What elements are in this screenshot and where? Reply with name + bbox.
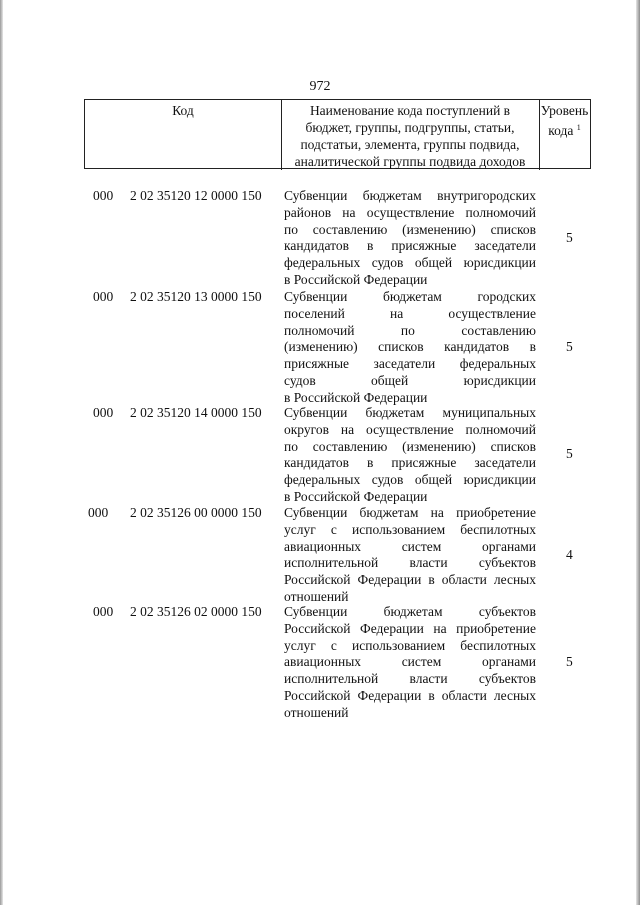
header-name-line: подстатьи, элемента, группы подвида, xyxy=(300,137,520,152)
row-admin-code: 000 xyxy=(93,604,114,619)
row-income-code: 2 02 35120 12 0000 150 xyxy=(130,188,262,203)
header-name-line: Наименование кода поступлений в xyxy=(309,103,511,118)
row-name-line: по составлению (изменению) списков xyxy=(284,221,536,237)
row-name-line: исполнительной власти субъектов xyxy=(284,671,536,687)
header-level-line2 xyxy=(539,119,590,139)
row-name-line: в Российской Федерации xyxy=(284,488,428,504)
row-name xyxy=(284,289,536,407)
row-level: 5 xyxy=(566,339,573,354)
row-name-line: федеральных судов общей юрисдикции xyxy=(284,255,536,271)
row-name-line: Субвенции бюджетам на приобретение xyxy=(284,505,536,520)
row-name-line: федеральных судов общей юрисдикции xyxy=(284,472,536,488)
scan-edge-left xyxy=(0,0,3,905)
row-level: 5 xyxy=(566,446,573,461)
row-income-code: 2 02 35126 02 0000 150 xyxy=(130,604,262,619)
header-name xyxy=(281,100,540,170)
row-name-line: поселений на осуществление xyxy=(284,305,536,321)
row-name-line: Российской Федерации в области лесных xyxy=(284,687,536,703)
page-number: 972 xyxy=(309,79,331,94)
row-name xyxy=(284,405,536,506)
row-income-code: 2 02 35120 13 0000 150 xyxy=(130,289,262,304)
header-name-line: бюджет, группы, подгруппы, статьи, xyxy=(305,120,515,135)
header-name-line: аналитической группы подвида доходов xyxy=(294,154,526,169)
row-income-code: 2 02 35120 14 0000 150 xyxy=(130,405,262,420)
row-name-line: Российской Федерации в области лесных xyxy=(284,572,536,588)
row-name-line: районов на осуществление полномочий xyxy=(284,204,536,220)
row-name-line: Субвенции бюджетам субъектов xyxy=(284,604,536,619)
row-name-line: авиационных систем органами xyxy=(284,654,536,670)
row-name-line: авиационных систем органами xyxy=(284,538,536,554)
row-name-line: полномочий по составлению xyxy=(284,322,536,338)
row-name-line: в Российской Федерации xyxy=(284,271,428,287)
row-name-line: отношений xyxy=(284,588,349,604)
row-name xyxy=(284,505,536,606)
row-level: 4 xyxy=(566,547,573,562)
row-name xyxy=(284,188,536,289)
row-name-line: присяжные заседатели федеральных xyxy=(284,356,536,372)
row-name-line: услуг с использованием беспилотных xyxy=(284,637,536,653)
row-name-line: по составлению (изменению) списков xyxy=(284,438,536,454)
row-level: 5 xyxy=(566,230,573,245)
row-name-line: (изменению) списков кандидатов в xyxy=(284,339,536,355)
header-level-line1: Уровень xyxy=(540,103,589,118)
row-name-line: услуг с использованием беспилотных xyxy=(284,521,536,537)
row-name-line: кандидатов в присяжные заседатели xyxy=(284,455,536,471)
row-name-line: в Российской Федерации xyxy=(284,389,428,405)
row-name-line: Российской Федерации на приобретение xyxy=(284,620,536,636)
row-admin-code: 000 xyxy=(88,505,109,520)
row-name-line: округов на осуществление полномочий xyxy=(284,421,536,437)
table-header xyxy=(84,99,591,169)
row-name-line: судов общей юрисдикции xyxy=(284,372,536,388)
header-code: Код xyxy=(85,100,282,170)
row-income-code: 2 02 35126 00 0000 150 xyxy=(130,505,262,520)
header-level-word: кода xyxy=(548,123,574,138)
header-level xyxy=(539,100,590,170)
row-name-line: кандидатов в присяжные заседатели xyxy=(284,238,536,254)
row-name-line: Субвенции бюджетам городских xyxy=(284,289,536,304)
header-level-footnote: 1 xyxy=(576,123,581,132)
row-name-line: отношений xyxy=(284,704,349,720)
row-name xyxy=(284,604,536,722)
scan-edge-right xyxy=(636,0,640,905)
row-name-line: Субвенции бюджетам муниципальных xyxy=(284,405,536,420)
row-admin-code: 000 xyxy=(93,405,114,420)
row-level: 5 xyxy=(566,654,573,669)
row-name-line: Субвенции бюджетам внутригородских xyxy=(284,188,536,203)
row-name-line: исполнительной власти субъектов xyxy=(284,555,536,571)
row-admin-code: 000 xyxy=(93,289,114,304)
row-admin-code: 000 xyxy=(93,188,114,203)
